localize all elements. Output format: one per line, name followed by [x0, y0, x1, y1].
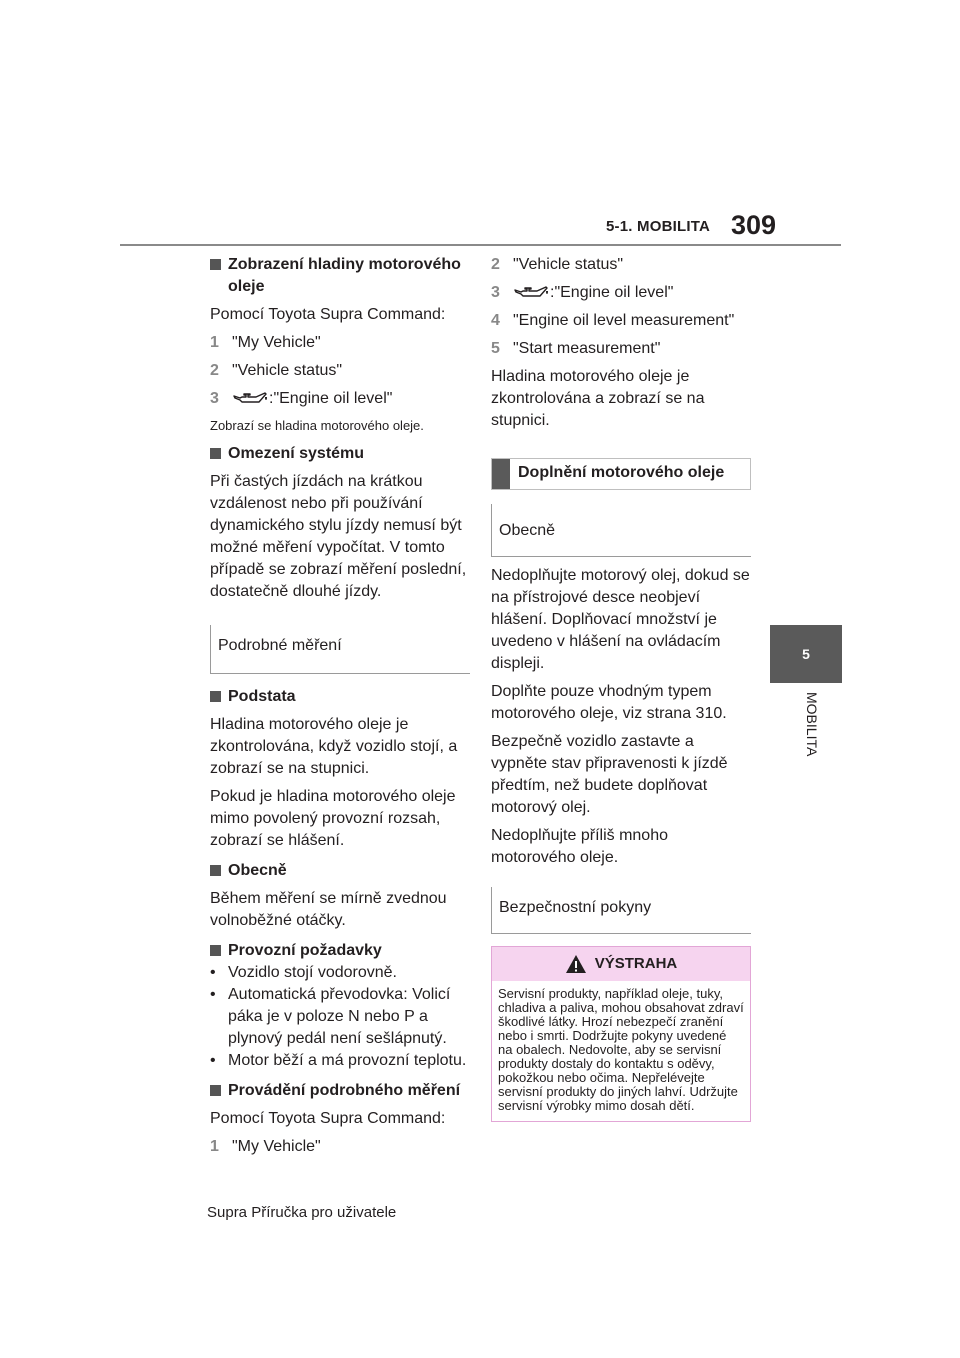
- square-bullet-icon: [210, 865, 221, 876]
- warning-box: [491, 946, 751, 1122]
- header-divider: [120, 244, 841, 246]
- chapter-tab: 5: [770, 625, 842, 683]
- square-bullet-icon: [210, 259, 221, 270]
- paragraph: Pomocí Toyota Supra Command:: [210, 1110, 446, 1127]
- oil-can-icon: [513, 284, 549, 302]
- topic-box-safety: Bezpečnostní pokyny: [491, 887, 751, 934]
- warning-text: Servisní produkty, například oleje, tuky, chladiva a paliva, mohou obsahovat zdraví škodlivé látky. Hrozí nebezpečí zranění nebo i smrti. Dodržujte pokyny uvedené na obalech. Nedovolte, aby se servisní produkty dostaly do kontaktu s oděvy, pokožkou nebo očima. Nepřelévejte servisní produkty do jiných lahví. Udržujte servisní výrobky mimo dosah dětí.: [498, 986, 744, 1113]
- step-1: 1 "My Vehicle": [210, 334, 321, 351]
- subheading-principle: Podstata: [210, 686, 470, 708]
- topic-box-detailed-measurement: Podrobné měření: [210, 625, 470, 674]
- square-bullet-icon: [210, 448, 221, 459]
- paragraph: Během měření se mírně zvednou volnoběžné otáčky.: [210, 890, 447, 929]
- step-5: 5 "Start measurement": [491, 340, 661, 357]
- paragraph: Pokud je hladina motorového oleje mimo povolený provozní rozsah, zobrazí se hlášení.: [210, 788, 456, 849]
- requirements-list: [210, 962, 470, 1072]
- warning-header: VÝSTRAHA: [492, 947, 750, 981]
- paragraph: Hladina motorového oleje je zkontrolována, když vozidlo stojí, a zobrazí se na stupnici.: [210, 716, 458, 777]
- list-item: • Motor běží a má provozní teplotu.: [210, 1052, 467, 1069]
- square-bullet-icon: [210, 1085, 221, 1096]
- square-bullet-icon: [210, 945, 221, 956]
- subheading-system-limits: Omezení systému: [210, 443, 470, 465]
- paragraph: Bezpečně vozidlo zastavte a vypněte stav připravenosti k jízdě předtím, než budete doplňovat motorový olej.: [491, 733, 728, 816]
- subheading-perform-measurement: Provádění podrobného měření: [210, 1080, 470, 1102]
- step-2: 2 "Vehicle status": [210, 362, 343, 379]
- step-1: 1 "My Vehicle": [210, 1138, 321, 1155]
- footer-text: Supra Příručka pro uživatele: [207, 1204, 397, 1221]
- section-title: 5-1. MOBILITA: [606, 218, 710, 235]
- step-4: 4 "Engine oil level measurement": [491, 312, 735, 329]
- paragraph: Hladina motorového oleje je zkontrolována a zobrazí se na stupnici.: [491, 368, 705, 429]
- section-heading-bar: Doplnění motorového oleje: [491, 458, 751, 490]
- right-column: [491, 254, 751, 1122]
- paragraph: Doplňte pouze vhodným typem motorového oleje, viz strana 310.: [491, 683, 727, 722]
- subheading-general: Obecně: [210, 860, 470, 882]
- chapter-label: MOBILITA: [804, 692, 820, 757]
- paragraph: Nedoplňujte motorový olej, dokud se na přístrojové desce neobjeví hlášení. Doplňovací množství je uvedeno v hlášení na ovládacím displeji.: [491, 567, 750, 672]
- step-3: 3 :"Engine oil level": [491, 284, 674, 301]
- square-bullet-icon: [210, 691, 221, 702]
- list-item: • Automatická převodovka: Volicí páka je v poloze N nebo P a plynový pedál není sešlápnutý.: [210, 986, 451, 1047]
- subheading-operating-requirements: Provozní požadavky: [210, 940, 470, 962]
- list-item: • Vozidlo stojí vodorovně.: [210, 964, 397, 981]
- step-2: 2 "Vehicle status": [491, 256, 624, 273]
- section-marker: [492, 459, 510, 489]
- step-3: 3 :"Engine oil level": [210, 390, 393, 407]
- page-number: 309: [731, 210, 777, 240]
- note: Zobrazí se hladina motorového oleje.: [210, 418, 424, 433]
- warning-triangle-icon: [565, 954, 587, 974]
- left-column: [210, 254, 470, 1158]
- paragraph: Pomocí Toyota Supra Command:: [210, 306, 446, 323]
- paragraph: Nedoplňujte příliš mnoho motorového oleje.: [491, 827, 668, 866]
- oil-can-icon: [232, 390, 268, 408]
- topic-box-general: Obecně: [491, 504, 751, 557]
- subheading-oil-level-display: Zobrazení hladiny motorového oleje: [210, 254, 470, 298]
- paragraph: Při častých jízdách na krátkou vzdálenost nebo při používání dynamického stylu jízdy nemusí být možné měření vypočítat. V tomto případě se zobrazí měření poslední, dostatečně dlouhé jízdy.: [210, 473, 467, 600]
